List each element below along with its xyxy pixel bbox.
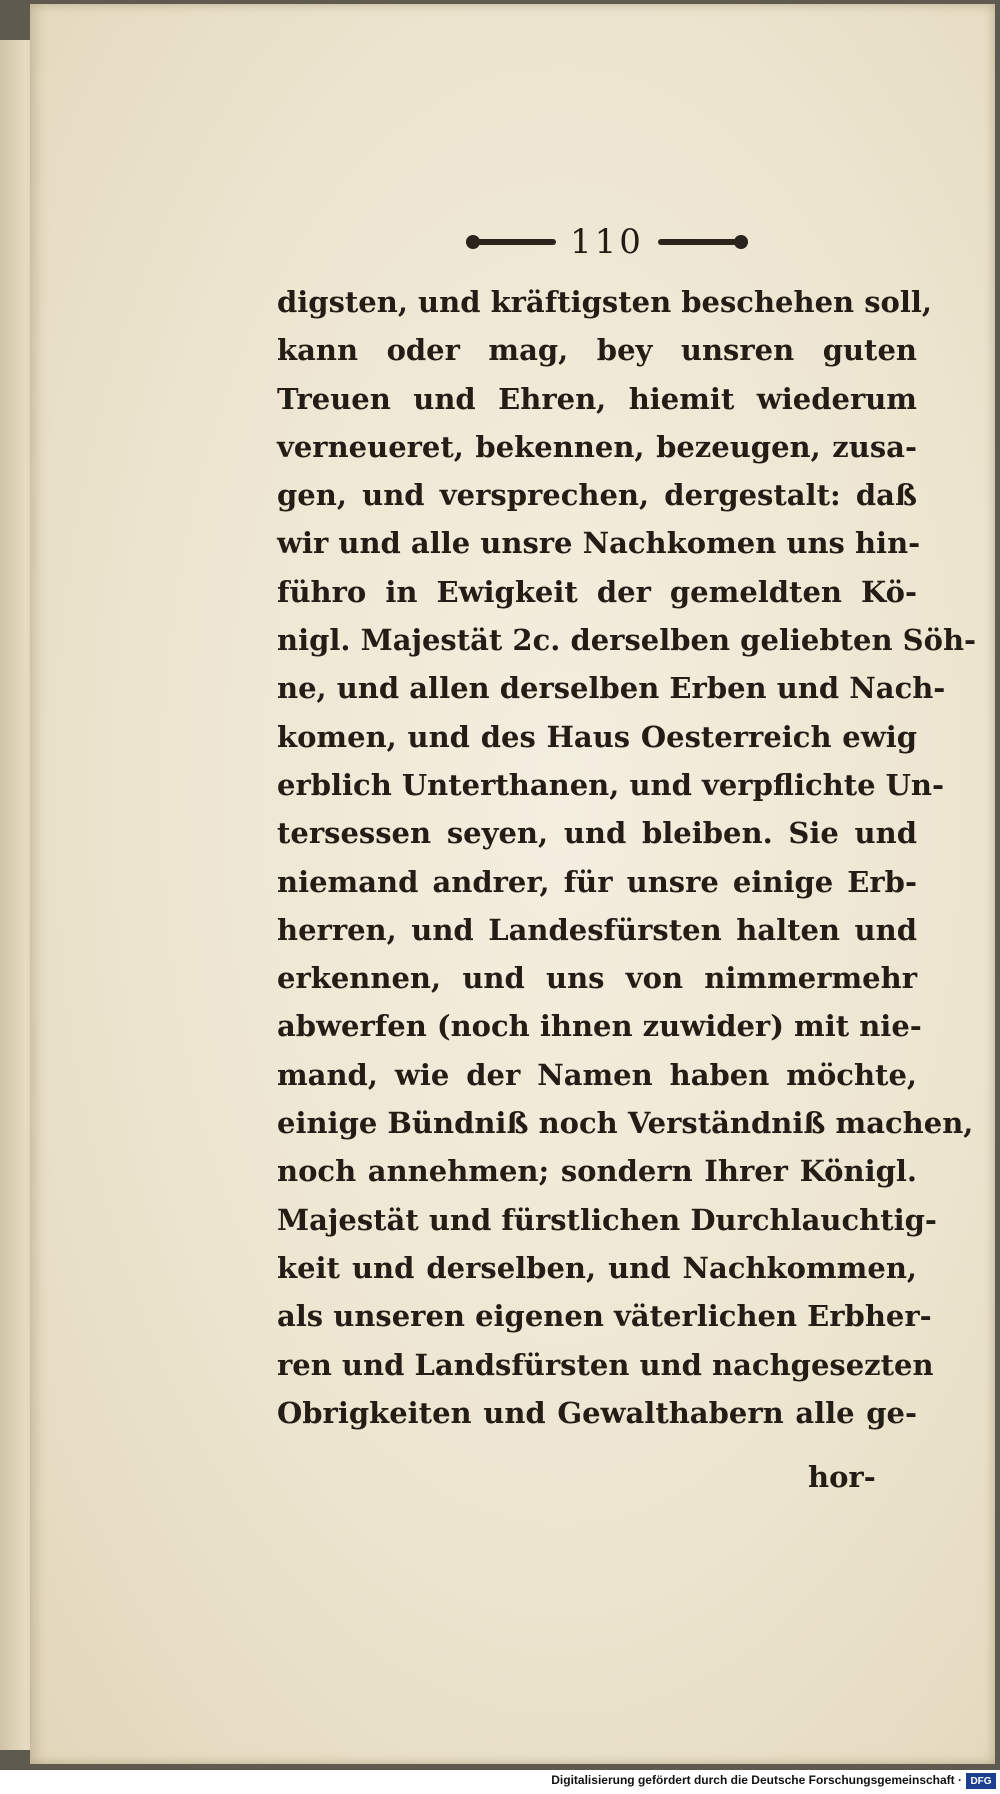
- body-text: [277, 278, 977, 1437]
- text-line: erblich Unterthanen, und verpflichte Un-: [277, 767, 945, 802]
- text-line: mand, wie der Namen haben möchte,: [277, 1057, 917, 1092]
- text-line: keit und derselben, und Nachkommen,: [277, 1250, 917, 1285]
- text-line: tersessen seyen, und bleiben. Sie und: [277, 816, 917, 851]
- text-line: kann oder mag, bey unsren guten: [277, 333, 917, 368]
- text-line: Majestät und fürstlichen Durchlauchtig-: [277, 1202, 937, 1237]
- text-line: verneueret, bekennen, bezeugen, zusa-: [277, 429, 917, 464]
- catchword: hor-: [808, 1460, 876, 1494]
- text-line: einige Bündniß noch Verständniß machen,: [277, 1106, 974, 1141]
- text-line: noch annehmen; sondern Ihrer Königl.: [277, 1154, 917, 1189]
- dfg-logo-icon: DFG: [966, 1773, 996, 1789]
- text-line: Obrigkeiten und Gewalthabern alle ge-: [277, 1395, 917, 1430]
- text-line: digsten, und kräftigsten beschehen soll,: [277, 285, 933, 319]
- header-ornament-right-icon: [658, 235, 748, 249]
- text-line: erkennen, und uns von nimmermehr: [277, 961, 917, 996]
- text-line: ren und Landsfürsten und nachgesezten: [277, 1347, 934, 1382]
- text-line: ne, und allen derselben Erben und Nach-: [277, 671, 946, 706]
- text-line: herren, und Landesfürsten halten und: [277, 912, 917, 947]
- digitization-credit: Digitalisierung gefördert durch die Deutsche Forschungsgemeinschaft ·: [551, 1773, 962, 1787]
- text-line: Treuen und Ehren, hiemit wiederum: [277, 381, 917, 416]
- text-line: wir und alle unsre Nachkomen uns hin-: [277, 526, 921, 561]
- text-line: nigl. Majestät 2c. derselben geliebten Söh-: [277, 623, 977, 658]
- text-line: komen, und des Haus Oesterreich ewig: [277, 719, 917, 754]
- text-line: abwerfen (noch ihnen zuwider) mit nie-: [277, 1009, 922, 1044]
- page-header: [452, 222, 762, 262]
- text-line: niemand andrer, für unsre einige Erb-: [277, 864, 917, 899]
- text-line: gen, und versprechen, dergestalt: daß: [277, 478, 917, 513]
- text-line: als unseren eigenen väterlichen Erbher-: [277, 1299, 932, 1334]
- header-ornament-left-icon: [466, 235, 556, 249]
- text-line: führo in Ewigkeit der gemeldten Kö-: [277, 574, 917, 609]
- page-number: 110: [570, 222, 644, 262]
